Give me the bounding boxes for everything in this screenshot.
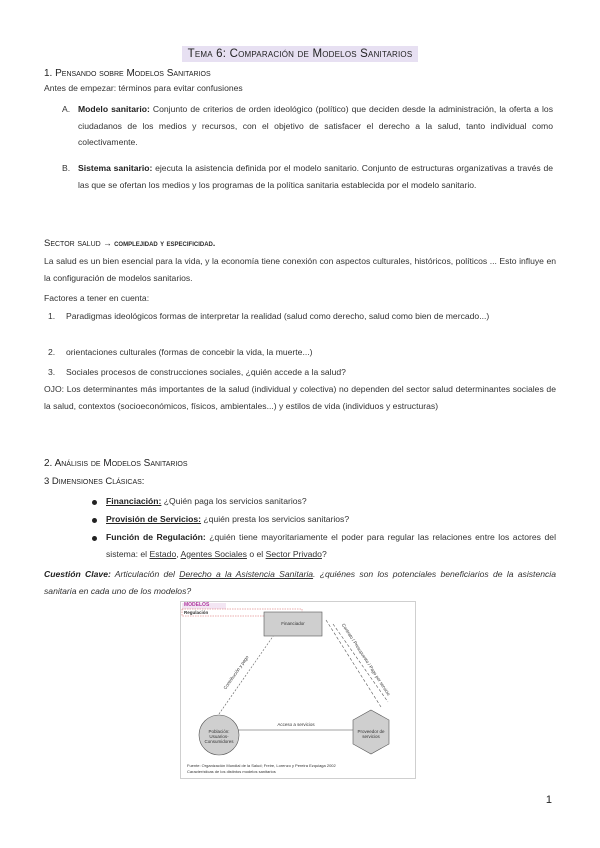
node-proveedor-label: Proveedor de servicios: [357, 729, 385, 739]
dimension-financiacion-text: ¿Quién paga los servicios sanitarios?: [161, 496, 307, 506]
sector-heading: Sector salud: [44, 238, 101, 249]
section1-intro: Antes de empezar: términos para evitar confusiones: [44, 83, 243, 93]
item-a-marker: A.: [62, 104, 71, 114]
separator: o el: [246, 548, 266, 559]
factor-1-num: 1.: [48, 311, 56, 321]
section2-subheading: 3 Dimensiones Clásicas:: [44, 476, 145, 487]
actor-estado: Estado: [149, 548, 177, 559]
item-b-text: ejecuta la asistencia definida por el modelo sanitario. Conjunto de estructuras organizativas a través de las que se ofertan los medios y los programas de la política sanitaria establecida por el modelo sanitario.: [78, 163, 553, 190]
factor-3-num: 3.: [48, 367, 56, 377]
cuestion-clave: [44, 566, 556, 599]
dimension-financiacion: [106, 493, 556, 510]
question-mark: ?: [321, 548, 327, 559]
sector-subtitle: complejidad y especificidad.: [114, 238, 216, 248]
models-diagram: [180, 601, 416, 779]
edge-right-label: Contrato / Presupuesto / Pago por servicio: [340, 622, 392, 697]
dimension-provision: [106, 511, 556, 528]
edge-right-line: [326, 620, 381, 707]
dimension-regulacion: [106, 529, 556, 562]
edge-bottom-label: Acceso a servicios: [277, 722, 315, 727]
dimension-regulacion-text: ¿quién tiene mayoritariamente el poder para regular las relaciones entre los actores del sistema: el: [106, 532, 556, 559]
bullet-icon: [92, 518, 97, 523]
item-a-text: Conjunto de criterios de orden ideológico (político) que deciden desde la administración, la oferta a los ciudadanos de los medios y recursos, con el objetivo de satisfacer el derecho a la salud, tanto individual como colectivamente.: [78, 104, 553, 147]
diagram-svg: [181, 602, 415, 778]
node-poblacion-label: Población: Usuarios-Consumidores: [204, 729, 234, 744]
dimension-provision-term: Provisión de Servicios:: [106, 514, 202, 524]
item-a: [78, 101, 553, 151]
factor-2: orientaciones culturales (formas de concebir la vida, la muerte...): [66, 347, 313, 357]
actor-sector: Sector Privado: [265, 548, 322, 559]
edge-right-line-2: [333, 624, 388, 702]
factors-intro: Factores a tener en cuenta:: [44, 293, 150, 303]
cuestion-label: Cuestión Clave:: [44, 569, 111, 579]
item-b: [78, 160, 553, 193]
node-financiador-label: Financiador: [281, 621, 305, 626]
sector-text: La salud es un bien esencial para la vida, y la economía tiene conexión con aspectos culturales, históricos, políticos ... Esto influye en la configuración de modelos sanitarios.: [44, 256, 556, 283]
actor-agentes: Agentes Sociales: [180, 548, 247, 559]
factor-2-num: 2.: [48, 347, 56, 357]
diagram-title: MODELOS: [184, 602, 210, 608]
item-b-term: Sistema sanitario:: [78, 163, 153, 173]
cuestion-link: Derecho a la Asistencia Sanitaria: [179, 569, 314, 579]
cuestion-post: . ¿quiénes son los potenciales beneficiarios de la asistencia sanitaria en cada uno de los modelos?: [44, 569, 556, 596]
cuestion-pre: Articulación del: [110, 569, 180, 579]
bullet-icon: [92, 500, 97, 505]
edge-left-line: [219, 632, 276, 714]
section1-heading: 1. Pensando sobre Modelos Sanitarios: [44, 68, 211, 79]
arrow-icon: →: [103, 238, 112, 248]
separator: ,: [176, 548, 181, 559]
section2-heading: 2. Análisis de Modelos Sanitarios: [44, 458, 188, 469]
diagram-subtitle: Regulación: [184, 610, 209, 615]
page-title: Tema 6: Comparación de Modelos Sanitarios: [182, 46, 419, 62]
factor-3: Sociales procesos de construcciones sociales, ¿quién accede a la salud?: [66, 367, 346, 377]
page-number: 1: [545, 794, 552, 806]
bullet-icon: [92, 536, 97, 541]
item-b-marker: B.: [62, 163, 71, 173]
dimension-provision-text: ¿quién presta los servicios sanitarios?: [201, 514, 350, 524]
dimension-financiacion-term: Financiación:: [106, 496, 162, 506]
sector-heading-line: [44, 238, 215, 249]
edge-left-label: Contribución y pago: [222, 654, 250, 691]
figure-caption-1: Fuente: Organización Mundial de la Salud; Freire, Lorenzo y Pereira Ezquiaga 2002: [187, 763, 336, 768]
dimension-regulacion-term: Función de Regulación:: [106, 532, 206, 542]
factor-1: Paradigmas ideológicos formas de interpretar la realidad (salud como derecho, salud como bien de mercado...): [66, 311, 490, 321]
item-a-term: Modelo sanitario:: [78, 104, 150, 114]
title-container: [0, 44, 600, 62]
figure-caption-2: Características de los distintos modelos sanitarios: [187, 769, 276, 774]
sector-note: OJO: Los determinantes más importantes de la salud (individual y colectiva) no dependen del sector salud determinantes sociales de la salud, contextos (socioeconómicos, físicos, ambientales...) y estilos de vida (individuos y estructuras): [44, 384, 556, 411]
